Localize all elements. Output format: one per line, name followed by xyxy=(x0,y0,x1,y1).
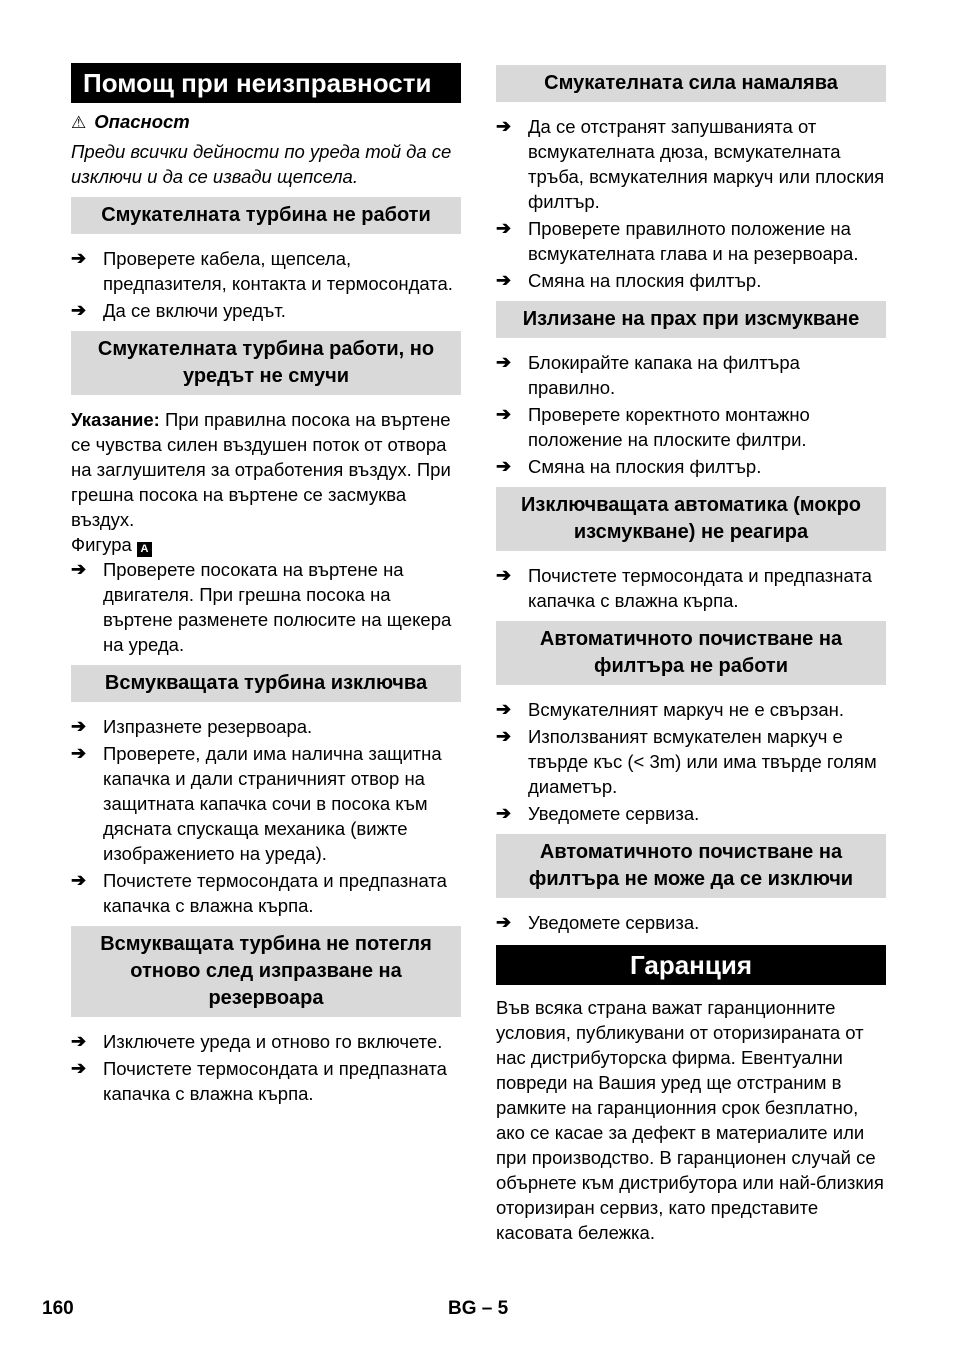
arrow-icon: ➔ xyxy=(71,559,87,579)
list-item: ➔ Изключете уреда и отново го включете. xyxy=(71,1031,443,1052)
arrow-icon: ➔ xyxy=(496,270,512,290)
list-item: ➔ Почистете термосондата и предпазната капачка с влажна кърпа. xyxy=(496,565,872,611)
arrow-icon: ➔ xyxy=(496,352,512,372)
list-item: ➔ Почистете термосондата и предпазната капачка с влажна кърпа. xyxy=(71,870,447,916)
note-paragraph xyxy=(71,407,461,532)
danger-text: Преди всички дейности по уреда той да се изключи и да се извади щепсела. xyxy=(71,141,452,187)
section-heading: Автоматичното почистване на филтъра не работи xyxy=(496,621,886,685)
arrow-icon: ➔ xyxy=(71,248,87,268)
list-item: ➔ Използваният всмукателен маркуч е твърде къс (< 3m) или има твърде голям диаметър. xyxy=(496,726,877,797)
bullet-list xyxy=(71,246,461,323)
arrow-icon: ➔ xyxy=(496,565,512,585)
arrow-icon: ➔ xyxy=(71,1058,87,1078)
figure-reference: Фигура A xyxy=(71,532,461,557)
arrow-icon: ➔ xyxy=(496,404,512,424)
note-label: Указание: xyxy=(71,409,160,430)
arrow-icon: ➔ xyxy=(496,726,512,746)
list-item: ➔ Смяна на плоския филтър. xyxy=(496,456,762,477)
arrow-icon: ➔ xyxy=(496,803,512,823)
danger-heading xyxy=(71,109,461,135)
warranty-text: Във всяка страна важат гаранционните условия, публикувани от оторизираната от нас дистрибуторска фирма. Евентуални повреди на Вашия уред ще отстраним в рамките на гаранционния срок безплатно, ако се касае за дефект в материалите или при производство. В гаранционен случай се обърнете към дистрибутора или най-близкия оторизиран сервиз, като представите касовата бележка. xyxy=(496,997,884,1243)
list-item: ➔ Да се включи уредът. xyxy=(71,300,286,321)
list-item: ➔ Проверете правилното положение на всмукателната глава и на резервоара. xyxy=(496,218,859,264)
arrow-icon: ➔ xyxy=(71,716,87,736)
section-heading: Автоматичното почистване на филтъра не може да се изключи xyxy=(496,834,886,898)
bullet-list xyxy=(496,114,886,293)
arrow-icon: ➔ xyxy=(71,1031,87,1051)
note-text: При правилна посока на въртене се чувства силен въздушен поток от отвора на заглушителя за отработения въздух. При грешна посока на въртене се засмуква въздух. xyxy=(71,409,451,530)
list-item: ➔ Блокирайте капака на филтъра правилно. xyxy=(496,352,800,398)
arrow-icon: ➔ xyxy=(71,870,87,890)
list-item: ➔ Уведомете сервиза. xyxy=(496,912,700,933)
arrow-icon: ➔ xyxy=(496,218,512,238)
bullet-list xyxy=(496,910,886,935)
right-column xyxy=(496,63,886,1245)
section-heading: Излизане на прах при изсмукване xyxy=(496,301,886,338)
danger-label: Опасност xyxy=(94,111,190,132)
figure-badge: A xyxy=(137,542,152,557)
section-heading: Всмукващата турбина изключва xyxy=(71,665,461,702)
list-item: ➔ Проверете посоката на въртене на двигателя. При грешна посока на въртене разменете полюсите на щекера на уреда. xyxy=(71,559,452,655)
list-item: ➔ Проверете, дали има налична защитна капачка и дали страничният отвор на защитната капачка сочи в посока към дясната спускаща механика (вижте изображението на уреда). xyxy=(71,743,442,864)
left-column xyxy=(71,63,461,1108)
list-item: ➔ Проверете кабела, щепсела, предпазителя, контакта и термосондата. xyxy=(71,248,453,294)
bullet-list xyxy=(71,1029,461,1106)
warranty-title: Гаранция xyxy=(496,945,886,985)
arrow-icon: ➔ xyxy=(496,699,512,719)
section-heading: Изключващата автоматика (мокро изсмукване) не реагира xyxy=(496,487,886,551)
list-item: ➔ Проверете коректното монтажно положение на плоските филтри. xyxy=(496,404,810,450)
arrow-icon: ➔ xyxy=(496,912,512,932)
bullet-list xyxy=(496,563,886,613)
arrow-icon: ➔ xyxy=(496,116,512,136)
arrow-icon: ➔ xyxy=(496,456,512,476)
warning-icon: ⚠ xyxy=(71,113,87,132)
section-heading: Всмукващата турбина не потегля отново след изпразване на резервоара xyxy=(71,926,461,1017)
list-item: ➔ Изпразнете резервоара. xyxy=(71,716,313,737)
bullet-list xyxy=(496,697,886,826)
list-item: ➔ Почистете термосондата и предпазната капачка с влажна кърпа. xyxy=(71,1058,447,1104)
list-item: ➔ Да се отстранят запушванията от всмукателната дюза, всмукателната тръба, всмукателния маркуч или плоския филтър. xyxy=(496,116,885,212)
list-item: ➔ Всмукателният маркуч не е свързан. xyxy=(496,699,844,720)
arrow-icon: ➔ xyxy=(71,300,87,320)
bullet-list xyxy=(71,714,461,918)
list-item: ➔ Смяна на плоския филтър. xyxy=(496,270,762,291)
bullet-list xyxy=(496,350,886,479)
list-item: ➔ Уведомете сервиза. xyxy=(496,803,700,824)
arrow-icon: ➔ xyxy=(71,743,87,763)
page-number: 160 xyxy=(42,1298,74,1319)
section-marker: BG – 5 xyxy=(448,1298,509,1319)
bullet-list xyxy=(71,557,461,657)
section-heading: Смукателната сила намалява xyxy=(496,65,886,102)
page-title: Помощ при неизправности xyxy=(71,63,461,103)
section-heading: Смукателната турбина работи, но уредът не смучи xyxy=(71,331,461,395)
section-heading: Смукателната турбина не работи xyxy=(71,197,461,234)
